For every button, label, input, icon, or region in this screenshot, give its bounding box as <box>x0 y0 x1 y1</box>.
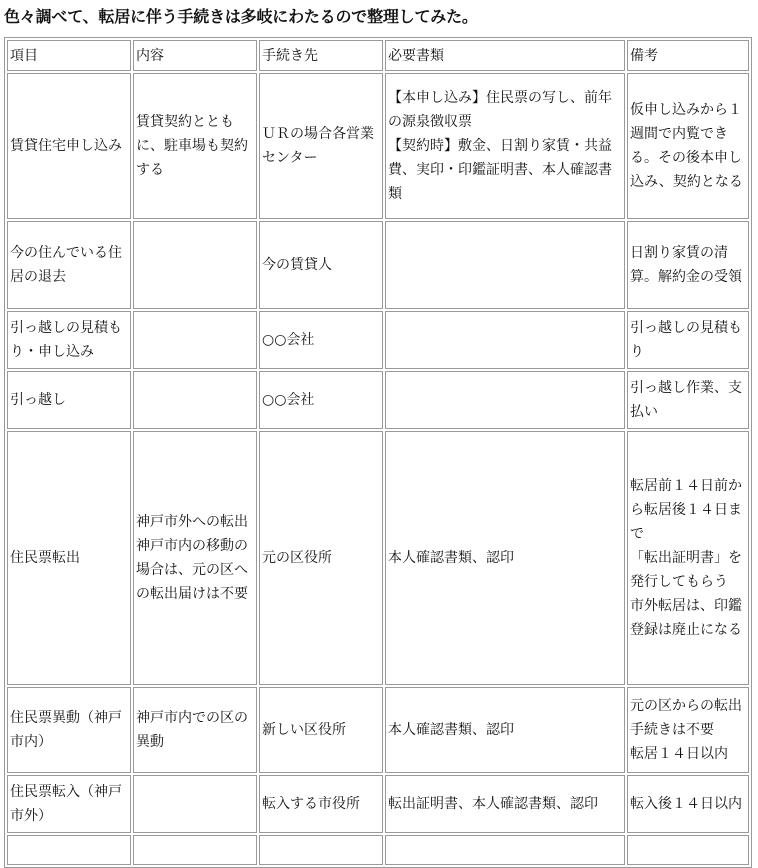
cell-content: 神戸市内での区の異動 <box>133 687 257 773</box>
header-item: 項目 <box>7 40 131 71</box>
cell-item: 住民票異動（神戸市内） <box>7 687 131 773</box>
cell-remarks: 日割り家賃の清算。解約金の受領 <box>627 221 749 309</box>
table-row-partial <box>7 835 749 865</box>
cell-content <box>133 311 257 369</box>
cell-item: 引っ越し <box>7 371 131 429</box>
header-remarks: 備考 <box>627 40 749 71</box>
cell-remarks: 仮申し込みから１週間で内覧できる。その後本申し込み、契約となる <box>627 73 749 219</box>
cell-office: 元の区役所 <box>259 431 383 685</box>
cell-documents <box>385 221 625 309</box>
cell-office: 今の賃貸人 <box>259 221 383 309</box>
cell-office: 新しい区役所 <box>259 687 383 773</box>
cell-documents <box>385 311 625 369</box>
cell-remarks: 元の区からの転出手続きは不要 転居１４日以内 <box>627 687 749 773</box>
cell-office: ○○会社 <box>259 371 383 429</box>
table-row <box>7 687 749 773</box>
table-row <box>7 775 749 833</box>
cell-item: 今の住んでいる住居の退去 <box>7 221 131 309</box>
header-content: 内容 <box>133 40 257 71</box>
header-office: 手続き先 <box>259 40 383 71</box>
cell-office: ＵＲの場合各営業センター <box>259 73 383 219</box>
cell-item: 住民票転出 <box>7 431 131 685</box>
cell-remarks: 引っ越しの見積もり <box>627 311 749 369</box>
table-row <box>7 431 749 685</box>
cell-item: 引っ越しの見積もり・申し込み <box>7 311 131 369</box>
cell-content <box>133 371 257 429</box>
cell-documents: 【本申し込み】住民票の写し、前年の源泉徴収票 【契約時】敷金、日割り家賃・共益費、実印・印鑑証明書、本人確認書類 <box>385 73 625 219</box>
cell-documents: 本人確認書類、認印 <box>385 687 625 773</box>
cell-item: 賃貸住宅申し込み <box>7 73 131 219</box>
table-row <box>7 371 749 429</box>
procedure-table <box>4 37 752 868</box>
cell-remarks: 引っ越し作業、支払い <box>627 371 749 429</box>
cell-item: 住民票転入（神戸市外） <box>7 775 131 833</box>
table-header-row <box>7 40 749 71</box>
cell-documents: 本人確認書類、認印 <box>385 431 625 685</box>
cell-content: 賃貸契約とともに、駐車場も契約する <box>133 73 257 219</box>
cell-content <box>133 221 257 309</box>
table-row <box>7 311 749 369</box>
page-title: 色々調べて、転居に伴う手続きは多岐にわたるので整理してみた。 <box>4 7 478 26</box>
header-documents: 必要書類 <box>385 40 625 71</box>
cell-office: ○○会社 <box>259 311 383 369</box>
cell-remarks: 転入後１４日以内 <box>627 775 749 833</box>
table-row <box>7 73 749 219</box>
table-row <box>7 221 749 309</box>
cell-content <box>133 775 257 833</box>
cell-content: 神戸市外への転出 神戸市内の移動の場合は、元の区への転出届けは不要 <box>133 431 257 685</box>
cell-office: 転入する市役所 <box>259 775 383 833</box>
cell-documents: 転出証明書、本人確認書類、認印 <box>385 775 625 833</box>
cell-remarks: 転居前１４日前から転居後１４日まで 「転出証明書」を発行してもらう 市外転居は、印鑑登録は廃止になる <box>627 431 749 685</box>
cell-documents <box>385 371 625 429</box>
